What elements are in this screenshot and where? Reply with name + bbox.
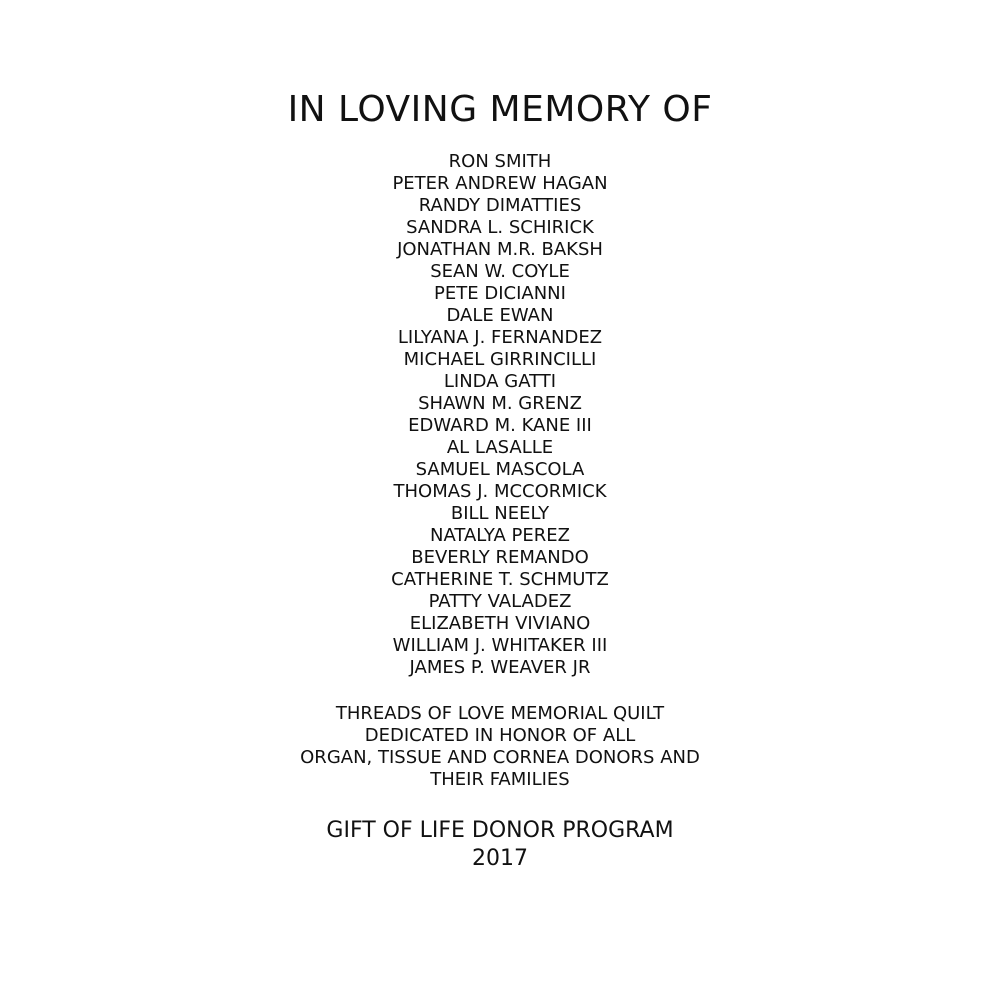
name-item: PETER ANDREW HAGAN: [392, 173, 608, 194]
page-title: IN LOVING MEMORY OF: [287, 89, 713, 130]
name-item: MICHAEL GIRRINCILLI: [403, 349, 597, 370]
dedication-line: ORGAN, TISSUE AND CORNEA DONORS AND: [300, 747, 700, 768]
dedication-line: DEDICATED IN HONOR OF ALL: [364, 725, 636, 746]
name-item: NATALYA PEREZ: [429, 525, 570, 546]
name-item: BEVERLY REMANDO: [411, 547, 589, 568]
dedication-line: THREADS OF LOVE MEMORIAL QUILT: [335, 703, 665, 724]
name-item: AL LASALLE: [446, 437, 554, 458]
name-item: SANDRA L. SCHIRICK: [406, 217, 594, 238]
name-item: LINDA GATTI: [443, 371, 557, 392]
dedication-line: THEIR FAMILIES: [430, 769, 570, 790]
name-item: THOMAS J. MCCORMICK: [393, 481, 607, 502]
names-list: [0, 151, 1000, 679]
organization-year: 2017: [472, 846, 528, 871]
name-item: RON SMITH: [448, 151, 552, 172]
name-item: CATHERINE T. SCHMUTZ: [391, 569, 609, 590]
name-item: SHAWN M. GRENZ: [418, 393, 582, 414]
name-item: PATTY VALADEZ: [428, 591, 572, 612]
name-item: PETE DICIANNI: [434, 283, 566, 304]
organization-name: GIFT OF LIFE DONOR PROGRAM: [326, 818, 674, 843]
name-item: SEAN W. COYLE: [430, 261, 570, 282]
organization-block: [0, 817, 1000, 873]
name-item: JONATHAN M.R. BAKSH: [397, 239, 603, 260]
name-item: DALE EWAN: [446, 305, 554, 326]
name-item: BILL NEELY: [450, 503, 550, 524]
name-item: WILLIAM J. WHITAKER III: [392, 635, 608, 656]
name-item: JAMES P. WEAVER JR: [409, 657, 591, 678]
name-item: LILYANA J. FERNANDEZ: [397, 327, 603, 348]
name-item: RANDY DIMATTIES: [418, 195, 582, 216]
name-item: EDWARD M. KANE III: [408, 415, 592, 436]
dedication-text: [0, 703, 1000, 791]
name-item: ELIZABETH VIVIANO: [409, 613, 591, 634]
name-item: SAMUEL MASCOLA: [415, 459, 585, 480]
